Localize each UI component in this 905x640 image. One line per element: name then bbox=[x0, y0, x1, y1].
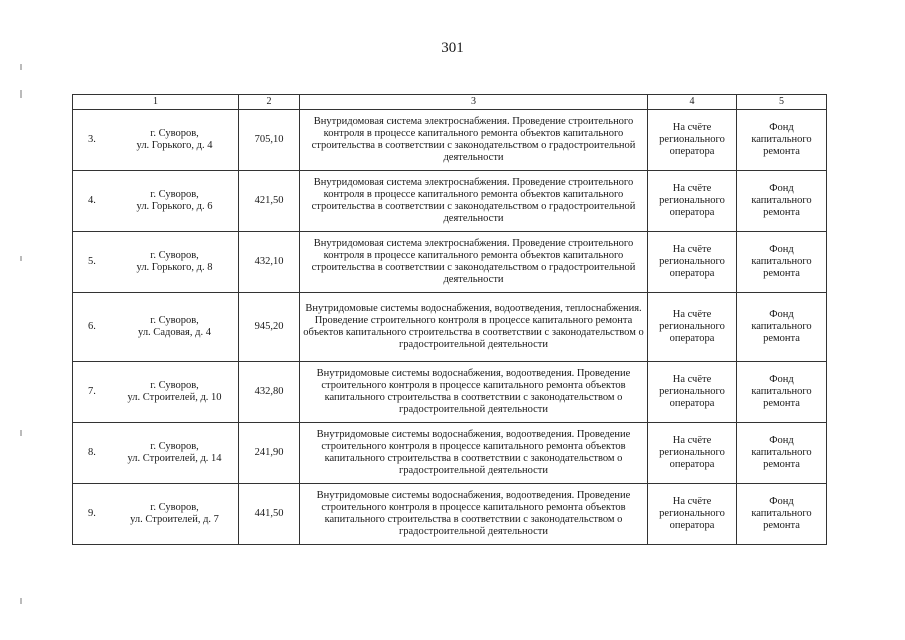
row-number: 9. bbox=[88, 508, 96, 519]
area-cell: 441,50 bbox=[239, 484, 300, 545]
column-number-header-row bbox=[73, 95, 827, 110]
address-city: г. Суворов, bbox=[150, 128, 199, 139]
scan-margin-mark bbox=[20, 64, 22, 70]
account-line: оператора bbox=[669, 207, 715, 218]
register-table bbox=[72, 94, 827, 545]
account-line: оператора bbox=[669, 146, 715, 157]
fund-line: капитального bbox=[751, 321, 812, 332]
fund-line: ремонта bbox=[763, 333, 800, 344]
account-cell bbox=[648, 110, 737, 171]
address bbox=[114, 441, 235, 465]
fund-line: капитального bbox=[751, 256, 812, 267]
account-line: регионального bbox=[659, 447, 725, 458]
account-cell bbox=[648, 484, 737, 545]
scan-margin-mark bbox=[20, 598, 22, 604]
fund-line: Фонд bbox=[769, 244, 794, 255]
address-city: г. Суворов, bbox=[150, 441, 199, 452]
account-line: регионального bbox=[659, 195, 725, 206]
fund-line: ремонта bbox=[763, 520, 800, 531]
column-number-header: 2 bbox=[239, 95, 300, 110]
address-street: ул. Строителей, д. 10 bbox=[127, 392, 222, 403]
work-description-cell: Внутридомовые системы водоснабжения, водоотведения. Проведение строительного контроля в процессе капитального ремонта объектов капитального строительства в соответствии с законодательством о градостроительной деятельности bbox=[300, 484, 648, 545]
fund-line: Фонд bbox=[769, 122, 794, 133]
area-cell: 432,10 bbox=[239, 232, 300, 293]
fund-line: ремонта bbox=[763, 268, 800, 279]
funding-source-cell bbox=[737, 423, 827, 484]
account-line: регионального bbox=[659, 386, 725, 397]
row-number: 4. bbox=[88, 195, 96, 206]
table-row bbox=[73, 362, 827, 423]
area-cell: 432,80 bbox=[239, 362, 300, 423]
row-number: 8. bbox=[88, 447, 96, 458]
area-cell: 421,50 bbox=[239, 171, 300, 232]
address-street: ул. Горького, д. 8 bbox=[136, 262, 213, 273]
account-line: оператора bbox=[669, 268, 715, 279]
address-city: г. Суворов, bbox=[150, 380, 199, 391]
page-number: 301 bbox=[441, 40, 464, 56]
scan-margin-mark bbox=[20, 430, 22, 436]
account-line: регионального bbox=[659, 134, 725, 145]
table-row bbox=[73, 110, 827, 171]
funding-source-cell bbox=[737, 232, 827, 293]
account-line: На счёте bbox=[672, 435, 712, 446]
account-line: На счёте bbox=[672, 244, 712, 255]
account-line: На счёте bbox=[672, 309, 712, 320]
address-cell bbox=[73, 171, 239, 232]
account-line: оператора bbox=[669, 459, 715, 470]
address bbox=[114, 315, 235, 339]
column-number-header: 1 bbox=[73, 95, 239, 110]
fund-line: Фонд bbox=[769, 374, 794, 385]
account-line: На счёте bbox=[672, 496, 712, 507]
fund-line: ремонта bbox=[763, 146, 800, 157]
address bbox=[114, 128, 235, 152]
account-line: оператора bbox=[669, 520, 715, 531]
account-line: На счёте bbox=[672, 374, 712, 385]
address-street: ул. Строителей, д. 14 bbox=[127, 453, 222, 464]
address-cell bbox=[73, 362, 239, 423]
account-line: оператора bbox=[669, 398, 715, 409]
fund-line: ремонта bbox=[763, 398, 800, 409]
account-line: регионального bbox=[659, 321, 725, 332]
table-row bbox=[73, 232, 827, 293]
scan-margin-mark bbox=[20, 90, 22, 98]
address bbox=[114, 380, 235, 404]
account-cell bbox=[648, 293, 737, 362]
fund-line: капитального bbox=[751, 195, 812, 206]
work-description-cell: Внутридомовая система электроснабжения. Проведение строительного контроля в процессе капитального ремонта объектов капитального строительства в соответствии с законодательством о градостроительной деятельности bbox=[300, 232, 648, 293]
address-city: г. Суворов, bbox=[150, 315, 199, 326]
scan-margin-mark bbox=[20, 256, 22, 261]
area-cell: 945,20 bbox=[239, 293, 300, 362]
row-number: 6. bbox=[88, 321, 96, 332]
funding-source-cell bbox=[737, 484, 827, 545]
address-street: ул. Садовая, д. 4 bbox=[138, 327, 211, 338]
address-cell bbox=[73, 293, 239, 362]
account-line: На счёте bbox=[672, 183, 712, 194]
fund-line: Фонд bbox=[769, 183, 794, 194]
area-cell: 705,10 bbox=[239, 110, 300, 171]
table-row bbox=[73, 423, 827, 484]
work-description-cell: Внутридомовая система электроснабжения. Проведение строительного контроля в процессе капитального ремонта объектов капитального строительства в соответствии с законодательством о градостроительной деятельности bbox=[300, 110, 648, 171]
column-number-header: 4 bbox=[648, 95, 737, 110]
account-cell bbox=[648, 423, 737, 484]
work-description-cell: Внутридомовые системы водоснабжения, водоотведения, теплоснабжения. Проведение строительного контроля в процессе капитального ремонта объектов капитального строительства в соответствии с законодательством о градостроительной деятельности bbox=[300, 293, 648, 362]
fund-line: Фонд bbox=[769, 309, 794, 320]
fund-line: ремонта bbox=[763, 459, 800, 470]
table-row bbox=[73, 484, 827, 545]
address-cell bbox=[73, 110, 239, 171]
account-cell bbox=[648, 171, 737, 232]
address-cell bbox=[73, 232, 239, 293]
fund-line: ремонта bbox=[763, 207, 800, 218]
funding-source-cell bbox=[737, 293, 827, 362]
address-city: г. Суворов, bbox=[150, 250, 199, 261]
work-description-cell: Внутридомовые системы водоснабжения, водоотведения. Проведение строительного контроля в процессе капитального ремонта объектов капитального строительства в соответствии с законодательством о градостроительной деятельности bbox=[300, 362, 648, 423]
address bbox=[114, 502, 235, 526]
area-cell: 241,90 bbox=[239, 423, 300, 484]
fund-line: капитального bbox=[751, 134, 812, 145]
address-city: г. Суворов, bbox=[150, 502, 199, 513]
column-number-header: 5 bbox=[737, 95, 827, 110]
table-row bbox=[73, 171, 827, 232]
address-cell bbox=[73, 423, 239, 484]
fund-line: Фонд bbox=[769, 435, 794, 446]
funding-source-cell bbox=[737, 110, 827, 171]
account-cell bbox=[648, 232, 737, 293]
row-number: 5. bbox=[88, 256, 96, 267]
account-line: регионального bbox=[659, 508, 725, 519]
address-cell bbox=[73, 484, 239, 545]
row-number: 7. bbox=[88, 386, 96, 397]
address-city: г. Суворов, bbox=[150, 189, 199, 200]
fund-line: капитального bbox=[751, 508, 812, 519]
account-line: регионального bbox=[659, 256, 725, 267]
table-row bbox=[73, 293, 827, 362]
account-cell bbox=[648, 362, 737, 423]
work-description-cell: Внутридомовая система электроснабжения. Проведение строительного контроля в процессе капитального ремонта объектов капитального строительства в соответствии с законодательством о градостроительной деятельности bbox=[300, 171, 648, 232]
row-number: 3. bbox=[88, 134, 96, 145]
fund-line: капитального bbox=[751, 447, 812, 458]
fund-line: Фонд bbox=[769, 496, 794, 507]
account-line: оператора bbox=[669, 333, 715, 344]
address-street: ул. Горького, д. 4 bbox=[136, 140, 213, 151]
funding-source-cell bbox=[737, 362, 827, 423]
address-street: ул. Строителей, д. 7 bbox=[130, 514, 219, 525]
work-description-cell: Внутридомовые системы водоснабжения, водоотведения. Проведение строительного контроля в процессе капитального ремонта объектов капитального строительства в соответствии с законодательством о градостроительной деятельности bbox=[300, 423, 648, 484]
account-line: На счёте bbox=[672, 122, 712, 133]
address bbox=[114, 250, 235, 274]
address-street: ул. Горького, д. 6 bbox=[136, 201, 213, 212]
funding-source-cell bbox=[737, 171, 827, 232]
address bbox=[114, 189, 235, 213]
column-number-header: 3 bbox=[300, 95, 648, 110]
fund-line: капитального bbox=[751, 386, 812, 397]
